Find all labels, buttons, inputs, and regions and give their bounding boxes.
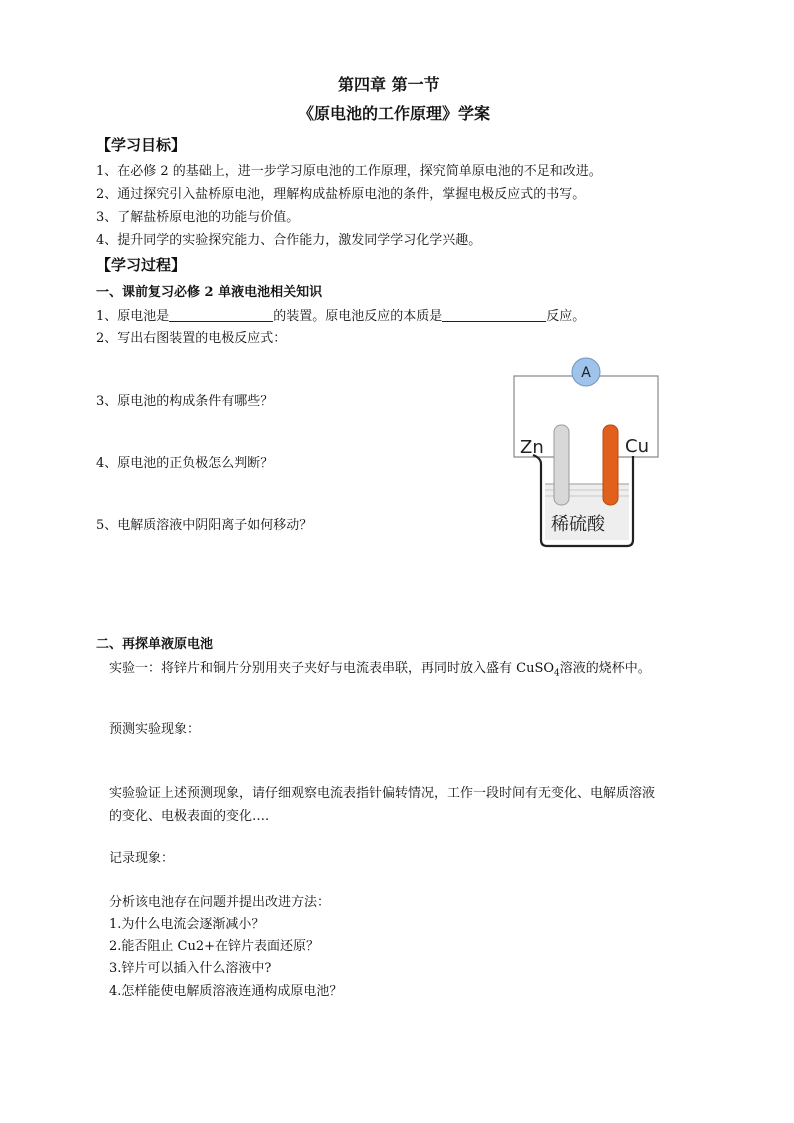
verify-line-2: 的变化、电极表面的变化…. [109, 809, 270, 824]
answer-blank-1[interactable] [169, 308, 273, 322]
page-title: 第四章 第一节 [338, 75, 440, 94]
verify-line-1: 实验验证上述预测现象，请仔细观察电流表指针偏转情况，工作一段时间有无变化、电解质溶液 [109, 786, 656, 801]
analysis-question: 2.能否阻止 Cu2+在锌片表面还原？ [109, 939, 320, 954]
objective-item: 4、提升同学的实验探究能力、合作能力，激发同学学习化学兴趣。 [96, 233, 482, 248]
copper-label: Cu [625, 436, 649, 457]
page-subtitle: 《原电池的工作原理》学案 [298, 104, 491, 123]
answer-blank-2[interactable] [442, 308, 546, 322]
experiment-1-subscript: 4 [554, 668, 560, 679]
q1-part2: 的装置。原电池反应的本质是 [273, 309, 443, 324]
copper-electrode [603, 425, 618, 505]
question-1 [96, 308, 585, 325]
objective-item: 2、通过探究引入盐桥原电池，理解构成盐桥原电池的条件，掌握电极反应式的书写。 [96, 187, 586, 202]
analysis-question: 1.为什么电流会逐渐减小？ [109, 917, 265, 932]
record-label: 记录现象： [109, 851, 175, 866]
objective-item: 1、在必修 2 的基础上，进一步学习原电池的工作原理，探究简单原电池的不足和改进。 [96, 164, 602, 179]
question-2: 2、写出右图装置的电极反应式： [96, 331, 287, 346]
process-heading: 【学习过程】 [96, 256, 187, 274]
galvanic-cell-diagram [505, 352, 670, 552]
experiment-1 [109, 661, 651, 682]
experiment-1-text: 实验一：将锌片和铜片分别用夹子夹好与电流表串联，再同时放入盛有 CuSO [109, 661, 555, 676]
ammeter-label: A [581, 365, 591, 381]
objective-item: 3、了解盐桥原电池的功能与价值。 [96, 210, 300, 225]
analysis-question: 3.锌片可以插入什么溶液中? [109, 961, 272, 976]
zinc-label: Zn [520, 437, 544, 458]
q1-part3: 反应。 [546, 309, 586, 324]
analysis-label: 分析该电池存在问题并提出改进方法： [109, 895, 331, 910]
zinc-electrode [554, 425, 569, 505]
question-3: 3、原电池的构成条件有哪些？ [96, 394, 274, 409]
question-4: 4、原电池的正负极怎么判断？ [96, 456, 274, 471]
experiment-1-tail: 溶液的烧杯中。 [559, 661, 651, 676]
section1-title: 一、课前复习必修 2 单液电池相关知识 [96, 285, 323, 300]
q1-part1: 1、原电池是 [96, 309, 170, 324]
question-5: 5、电解质溶液中阴阳离子如何移动？ [96, 518, 313, 533]
section2-title: 二、再探单液原电池 [96, 637, 214, 652]
objectives-heading: 【学习目标】 [96, 136, 187, 154]
solution-label: 稀硫酸 [551, 514, 605, 535]
predict-label: 预测实验现象： [109, 722, 201, 737]
analysis-question: 4.怎样能使电解质溶液连通构成原电池？ [109, 984, 343, 999]
